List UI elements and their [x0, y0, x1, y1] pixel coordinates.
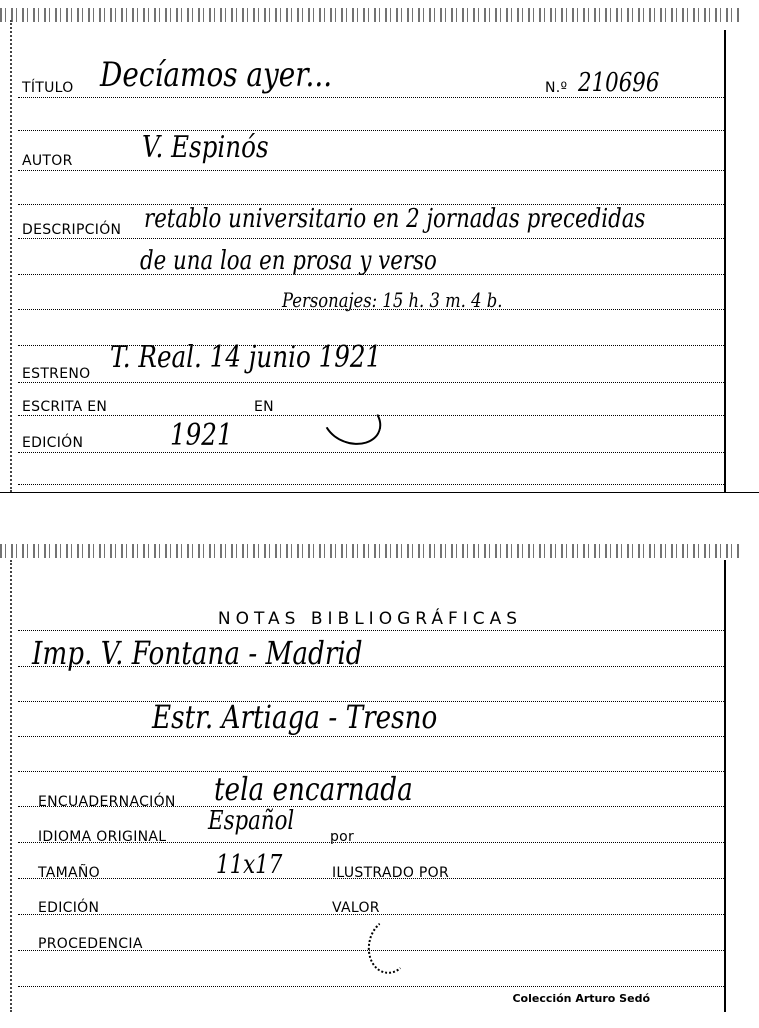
titulo-label: TÍTULO [22, 80, 74, 96]
notas-heading: NOTAS BIBLIOGRÁFICAS [217, 609, 523, 629]
catalog-card-bottom [0, 542, 740, 1012]
rule-line [18, 130, 724, 131]
procedencia-label: PROCEDENCIA [38, 936, 143, 952]
tamano-value: 11x17 [216, 850, 283, 880]
edicion-label: EDICIÓN [22, 435, 84, 451]
card-right-edge [724, 30, 726, 492]
encuadernacion-value: tela encarnada [214, 770, 413, 808]
card-left-edge [10, 20, 12, 492]
stamp-mark [363, 915, 416, 978]
edicion-value: 1921 [170, 418, 233, 453]
valor-label: VALOR [332, 900, 380, 916]
autor-label: AUTOR [22, 153, 73, 169]
rule-line [18, 238, 724, 239]
rule-line [18, 484, 724, 485]
nota-2: Estr. Artiaga - Tresno [152, 698, 438, 736]
numero-label: N.º [545, 80, 568, 96]
rule-line [18, 986, 724, 987]
titulo-value: Decíamos ayer... [100, 55, 333, 95]
numero-value: 210696 [578, 68, 660, 98]
tamano-label: TAMAÑO [38, 865, 100, 881]
stamp-mark [316, 389, 388, 453]
rule-line [18, 382, 724, 383]
rule-line [18, 736, 724, 737]
por-label: por [330, 829, 355, 845]
rule-line [18, 452, 724, 453]
estreno-value: T. Real. 14 junio 1921 [110, 340, 382, 375]
nota-1: Imp. V. Fontana - Madrid [32, 634, 363, 672]
scan-noise-bottom [0, 544, 740, 558]
idioma-value: Español [208, 806, 295, 836]
personajes-value: Personajes: 15 h. 3 m. 4 b. [282, 288, 503, 312]
estreno-label: ESTRENO [22, 366, 91, 382]
descripcion-value-2: de una loa en prosa y verso [140, 246, 437, 276]
catalog-card-top [0, 0, 740, 492]
collection-footer: Colección Arturo Sedó [512, 992, 650, 1005]
rule-line [18, 630, 724, 631]
scan-noise-top [0, 8, 740, 22]
card-separator [0, 492, 759, 493]
ilustrado-label: ILUSTRADO POR [332, 865, 449, 881]
descripcion-label: DESCRIPCIÓN [22, 222, 122, 238]
encuadernacion-label: ENCUADERNACIÓN [38, 794, 176, 810]
rule-line [18, 170, 724, 171]
autor-value: V. Espinós [142, 130, 269, 165]
idioma-label: IDIOMA ORIGINAL [38, 829, 167, 845]
escrita-en-label: ESCRITA EN [22, 399, 108, 415]
en-label: EN [254, 399, 274, 415]
edicion-label-2: EDICIÓN [38, 900, 100, 916]
descripcion-value-1: retablo universitario en 2 jornadas precedidas [144, 204, 646, 234]
